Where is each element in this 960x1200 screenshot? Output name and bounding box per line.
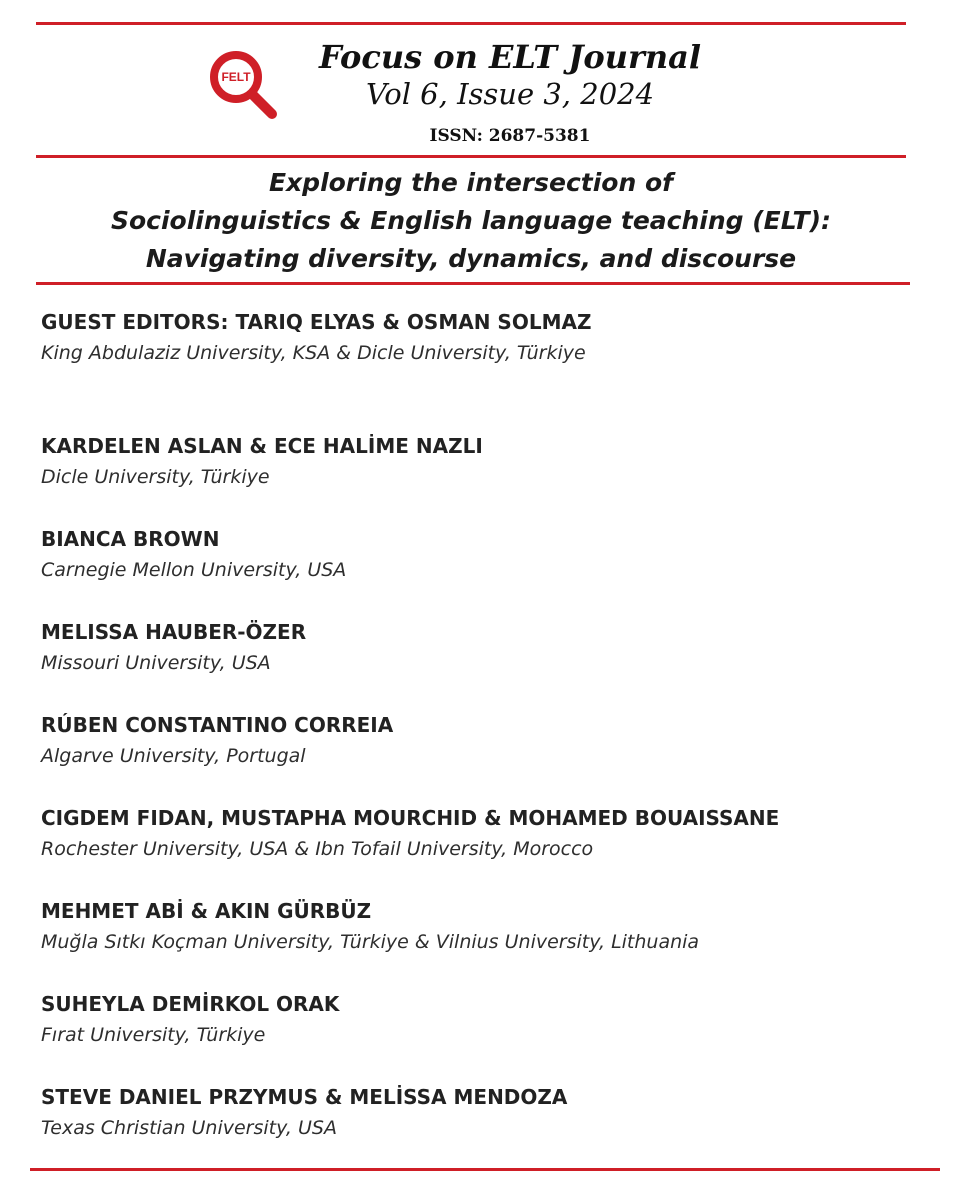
journal-name: Focus on ELT Journal [319, 38, 701, 76]
contributor-affiliation: Muğla Sıtkı Koçman University, Türkiye & Vilnius University, Lithuania [41, 931, 700, 953]
contributor-names: CIGDEM FIDAN, MUSTAPHA MOURCHID & MOHAMED BOUAISSANE [41, 806, 780, 830]
volume-issue: Vol 6, Issue 3, 2024 [365, 77, 655, 111]
contributor-entry [41, 1083, 921, 1142]
felt-magnifier-logo [204, 47, 280, 121]
issn: ISSN: 2687-5381 [429, 126, 591, 146]
contributor-entry [41, 990, 921, 1049]
contributor-affiliation: Carnegie Mellon University, USA [41, 559, 347, 581]
contributor-names: STEVE DANIEL PRZYMUS & MELİSSA MENDOZA [41, 1085, 568, 1109]
contributor-entry [41, 432, 921, 491]
theme-title-line: Exploring the intersection of [268, 168, 674, 197]
contributor-names: BIANCA BROWN [41, 527, 220, 551]
bottom-divider [30, 1168, 940, 1171]
theme-title-line: Navigating diversity, dynamics, and discourse [145, 244, 797, 273]
contributor-entry [41, 804, 921, 863]
guest-editors-names: GUEST EDITORS: TARIQ ELYAS & OSMAN SOLMAZ [41, 310, 592, 334]
logo-text: FELT [221, 70, 251, 84]
contributor-affiliation: Fırat University, Türkiye [41, 1024, 266, 1046]
contributor-entry [41, 897, 921, 956]
contributor-entry [41, 711, 921, 770]
contributor-affiliation: Rochester University, USA & Ibn Tofail University, Morocco [41, 838, 594, 860]
contributor-affiliation: Texas Christian University, USA [41, 1117, 337, 1139]
contributor-names: MELISSA HAUBER-ÖZER [41, 620, 307, 644]
header-divider [36, 155, 906, 158]
theme-title-line: Sociolinguistics & English language teaching (ELT): [110, 206, 832, 235]
top-divider [36, 22, 906, 25]
contributor-names: KARDELEN ASLAN & ECE HALİME NAZLI [41, 434, 483, 458]
contributor-names: RÚBEN CONSTANTINO CORREIA [41, 713, 394, 737]
contributor-entry [41, 618, 921, 677]
contributor-entry [41, 525, 921, 584]
title-divider [36, 282, 910, 285]
contributor-affiliation: Algarve University, Portugal [41, 745, 306, 767]
issue-theme-title [36, 164, 906, 278]
contributor-names: MEHMET ABİ & AKIN GÜRBÜZ [41, 899, 372, 923]
guest-editors-affiliation: King Abdulaziz University, KSA & Dicle University, Türkiye [41, 342, 586, 364]
guest-editors-entry [41, 308, 921, 367]
contributor-names: SUHEYLA DEMİRKOL ORAK [41, 992, 340, 1016]
contributor-affiliation: Missouri University, USA [41, 652, 271, 674]
contributor-affiliation: Dicle University, Türkiye [41, 466, 270, 488]
